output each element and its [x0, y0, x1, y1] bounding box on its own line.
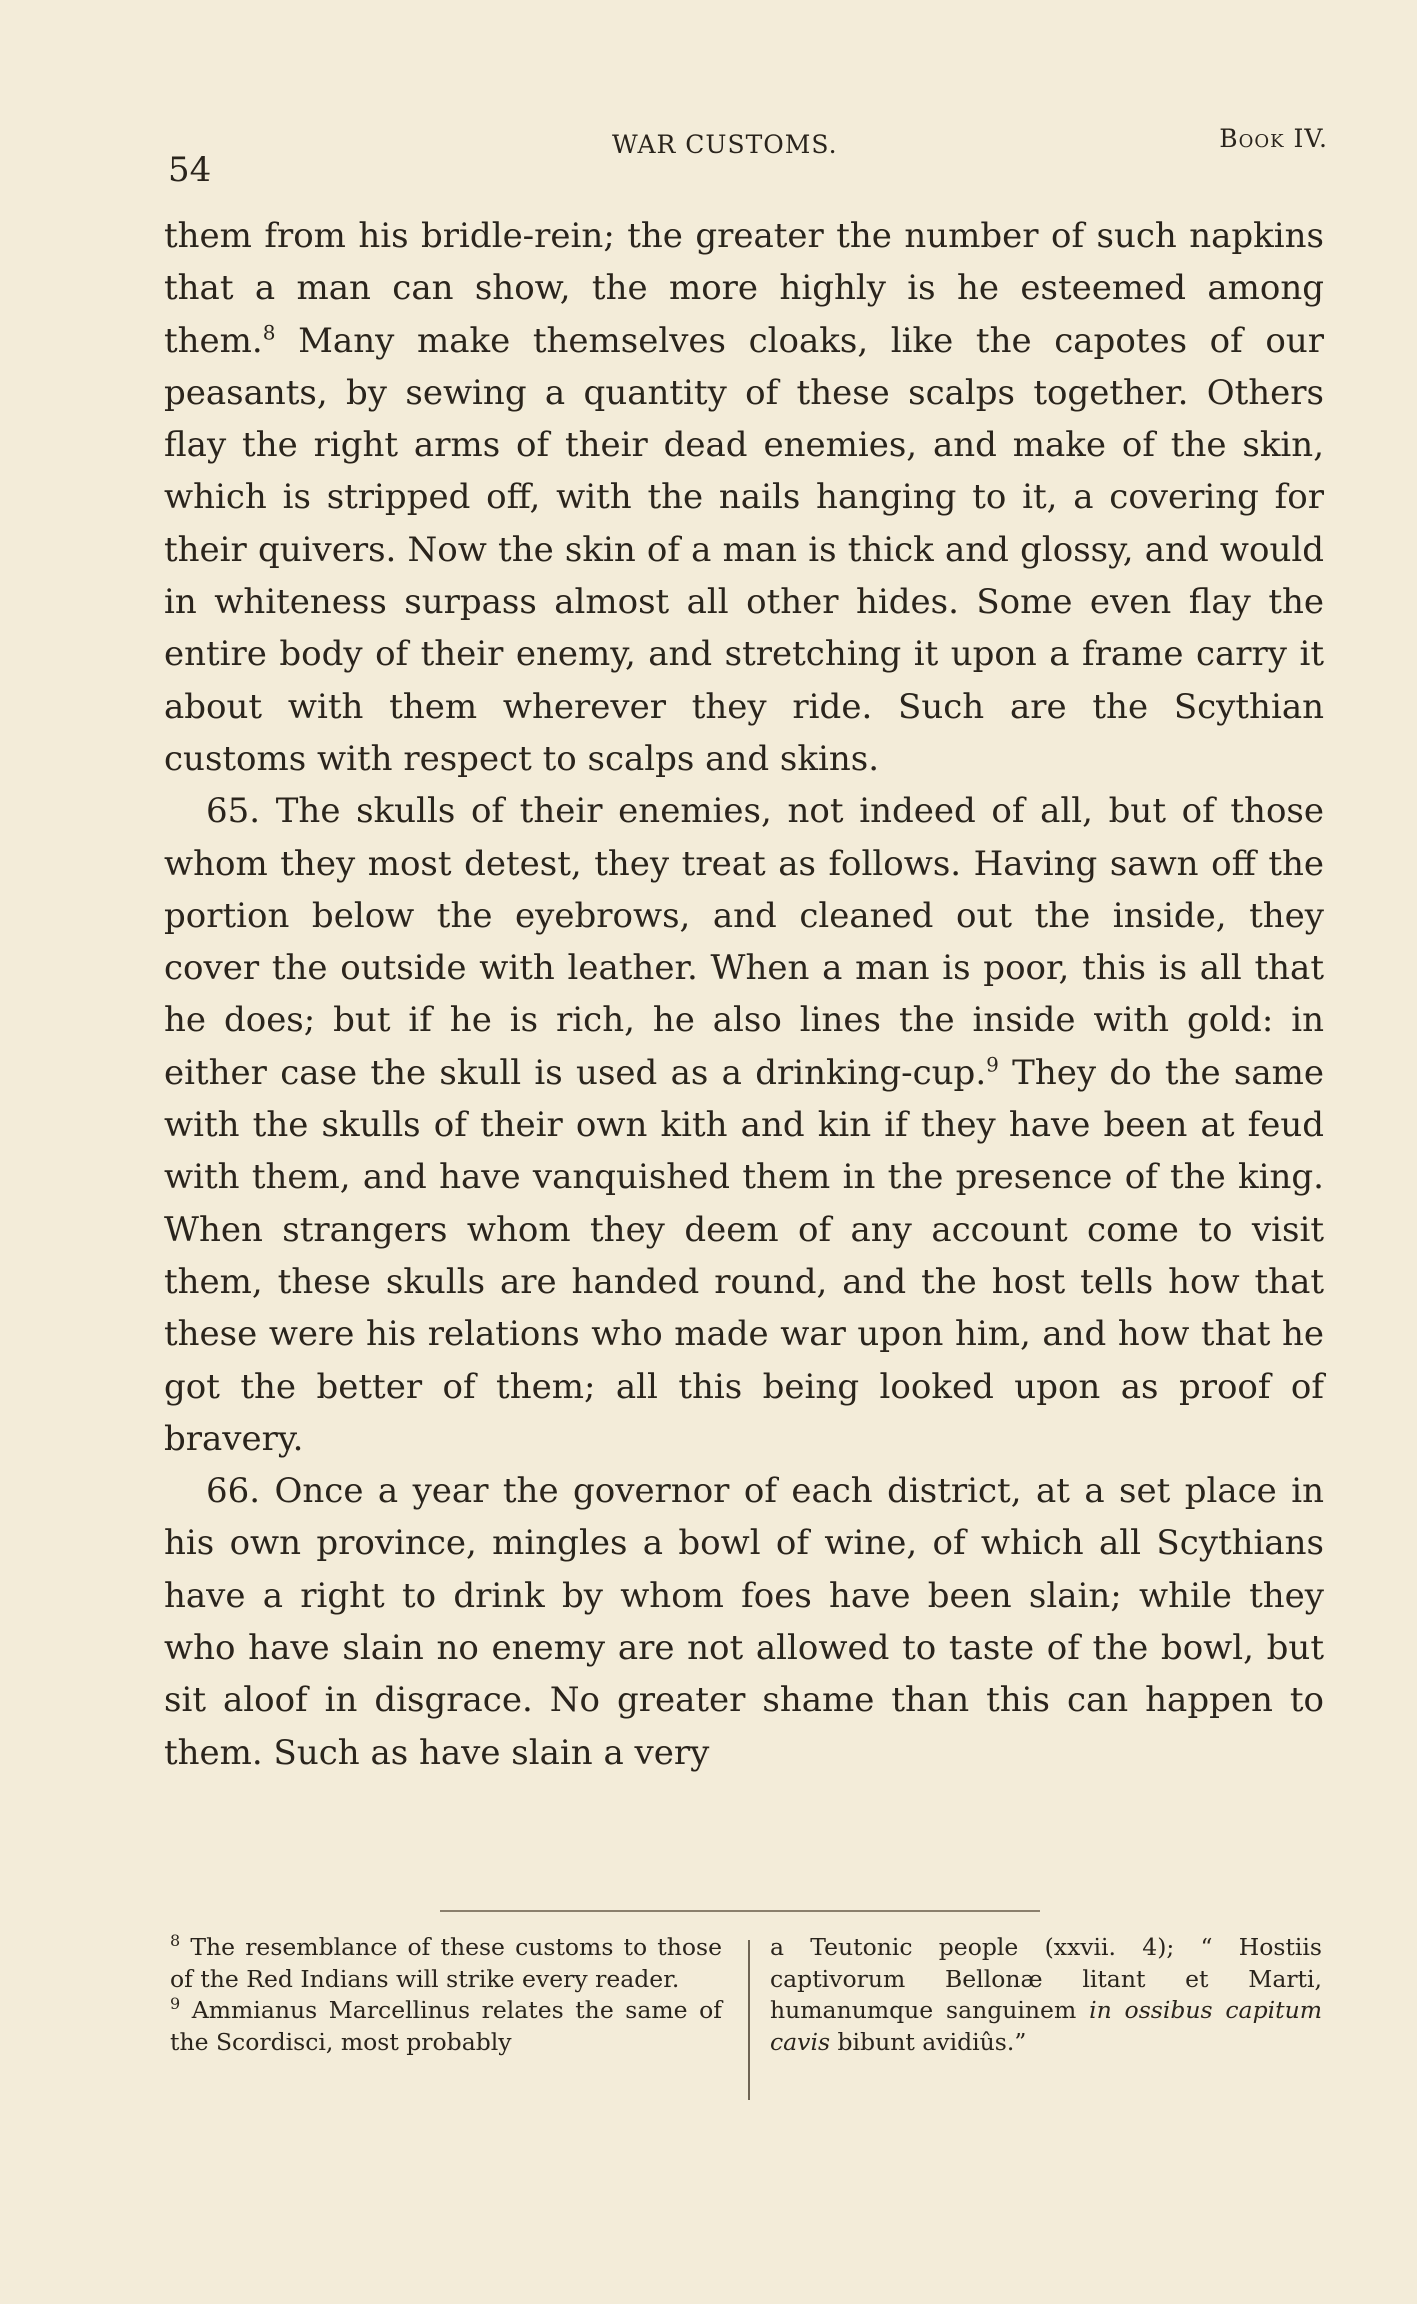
footnote-column-right: [770, 1932, 1322, 2058]
section-66: 66. Once a year the governor of each district, at a set place in his own province, mingles a bowl of wine, of which all Scythians have a right to drink by whom foes have been slain; while they who have slain no enemy are not allowed to taste of the bowl, but sit aloof in disgrace. No greater shame than this can happen to them. Such as have slain a very: [164, 1471, 1324, 1773]
section-65: [164, 785, 1324, 1465]
footnote-text: bibunt avidiûs.”: [830, 2027, 1027, 2056]
footnote-9-continued: [770, 1932, 1322, 2058]
column-divider: [748, 1940, 750, 2100]
running-title: WAR CUSTOMS.: [612, 130, 838, 159]
book-label: Book IV.: [1219, 124, 1328, 153]
paragraph-continued: [164, 210, 1324, 785]
footnote-column-left: [170, 1932, 722, 2058]
footnote-rule: [440, 1910, 1040, 1912]
paragraph-text: Many make themselves cloaks, like the capotes of our peasants, by sewing a quantity of these scalps together. Others flay the right arms of their dead enemies, and make of the skin, which is stripped off, with the nails hanging to it, a covering for their quivers. Now the skin of a man is thick and glossy, and would in whiteness surpass almost all other hides. Some even flay the entire body of their enemy, and stretching it upon a frame carry it about with them wherever they ride. Such are the Scythian customs with respect to scalps and skins.: [164, 320, 1324, 779]
footnote-marker: 9: [170, 1994, 181, 2014]
page-number: 54: [168, 150, 212, 190]
footnote-ref: 9: [986, 1052, 999, 1077]
body-text: [164, 210, 1324, 1779]
footnote-text: a Teutonic people (xxvii. 4); “ Hostiis captivorum Bellonæ litant et Marti, humanumque sanguinem: [770, 1933, 1322, 2024]
paragraph-text: 65. The skulls of their enemies, not indeed of all, but of those whom they most detest, they treat as follows. Having sawn off the portion below the eyebrows, and cleaned out the inside, they cover the outside with leather. When a man is poor, this is all that he does; but if he is rich, he also lines the inside with gold: in either case the skull is used as a drinking-cup.: [164, 791, 1324, 1093]
footnote-8: [170, 1932, 722, 1995]
footnote-text: Ammianus Marcellinus relates the same of the Scordisci, most probably: [170, 1996, 722, 2056]
footnote-ref: 8: [262, 320, 276, 345]
page-header: [160, 118, 1340, 190]
paragraph-text: them from his bridle-rein; the greater the number of such napkins that a man can show, the more highly is he esteemed among them.: [164, 216, 1324, 361]
footnote-italic-text: in ossibus capitum cavis: [770, 1996, 1322, 2056]
footnote-text: The resemblance of these customs to those of the Red Indians will strike every reader.: [170, 1933, 722, 1993]
footnote-marker: 8: [170, 1931, 181, 1951]
paragraph-text: They do the same with the skulls of their own kith and kin if they have been at feud with them, and have vanquished them in the presence of the king. When strangers whom they deem of any account come to visit them, these skulls are handed round, and the host tells how that these were his relations who made war upon him, and how that he got the better of them; all this being looked upon as proof of bravery.: [164, 1052, 1324, 1459]
footnote-9: [170, 1995, 722, 2058]
